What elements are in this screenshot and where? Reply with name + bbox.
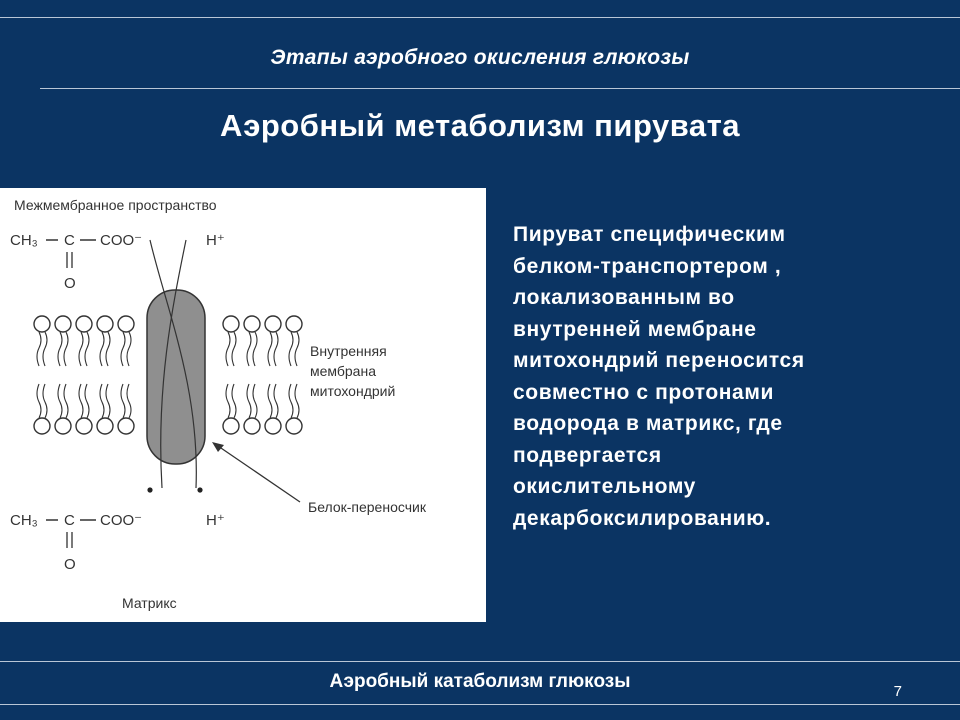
lipid-tail (232, 384, 236, 418)
description-line: митохондрий переносится (513, 349, 805, 372)
lipid-tail (121, 332, 125, 366)
slide-subtitle: Этапы аэробного окисления глюкозы (270, 46, 690, 69)
lipid-tail (127, 384, 131, 418)
pyruvate-formula-bottom (10, 512, 225, 573)
lipid-tail (79, 332, 83, 366)
lipid-head (97, 316, 113, 332)
lipid-tail (232, 332, 236, 366)
lipid-tail (247, 384, 251, 418)
description-line: белком-транспортером , (513, 254, 782, 278)
carbon-bottom: C (64, 512, 75, 529)
membrane-transport-figure (0, 188, 486, 622)
carboxylate-bottom: COO⁻ (100, 512, 143, 529)
inner-membrane-label-line-3: митохондрий (310, 383, 396, 399)
lipid-tail (247, 332, 251, 366)
inner-membrane-label-line-1: Внутренняя (310, 343, 387, 359)
carrier-protein-label: Белок-переносчик (308, 499, 426, 515)
lipid-tail (268, 384, 272, 418)
lipid-tail (100, 384, 104, 418)
lipid-head (97, 418, 113, 434)
lipid-head (244, 316, 260, 332)
lipid-tail (295, 332, 299, 366)
lipid-tail (37, 384, 41, 418)
carboxylate-top: COO⁻ (100, 232, 143, 249)
bottom-divider (0, 704, 960, 705)
pyruvate-formula-top (10, 232, 225, 292)
lipid-tail (106, 384, 110, 418)
carrier-pointer-arrow (218, 446, 300, 502)
lipid-head (286, 316, 302, 332)
membrane-diagram (0, 188, 486, 622)
lipid-head (265, 418, 281, 434)
lipid-tail (274, 332, 278, 366)
lipid-tail (64, 384, 68, 418)
subtitle-divider (40, 88, 960, 89)
carrier-protein (147, 240, 205, 493)
description-line: локализованным во (513, 286, 735, 309)
lipid-head (76, 418, 92, 434)
lipid-tail (43, 384, 47, 418)
lipid-tail (64, 332, 68, 366)
oxygen-bottom: O (64, 556, 76, 573)
lipid-tail (85, 332, 89, 366)
lipid-tail (37, 332, 41, 366)
footer-divider (0, 661, 960, 662)
lipid-tail (268, 332, 272, 366)
top-divider (0, 17, 960, 18)
description-text (513, 219, 933, 534)
lipid-head (55, 418, 71, 434)
lipid-tail (289, 332, 293, 366)
lipid-head (286, 418, 302, 434)
oxygen-top: O (64, 275, 76, 292)
lipid-tail (79, 384, 83, 418)
lipid-tail (58, 384, 62, 418)
lipid-tail (121, 384, 125, 418)
lipid-tail (100, 332, 104, 366)
lipid-head (223, 418, 239, 434)
lipid-tail (289, 384, 293, 418)
lipid-head (265, 316, 281, 332)
description-line: Пируват специфическим (513, 223, 786, 246)
lipid-head (76, 316, 92, 332)
lipid-tail (253, 332, 257, 366)
description-line: совместно с протонами (513, 380, 774, 404)
ch3-group-top: CH₃ (10, 232, 38, 249)
lipid-head (34, 418, 50, 434)
intermembrane-space-label: Межмембранное пространство (14, 197, 217, 213)
description-line: водорода в матрикс, где (513, 412, 783, 435)
lipid-tail (274, 384, 278, 418)
lipid-tail (43, 332, 47, 366)
lipid-tail (226, 384, 230, 418)
lipid-head (118, 418, 134, 434)
proton-top: H⁺ (206, 232, 225, 249)
inner-membrane-label-line-2: мембрана (310, 363, 376, 379)
ch3-group-bottom: CH₃ (10, 512, 38, 529)
slide-footer: Аэробный катаболизм глюкозы (329, 671, 631, 692)
lipid-head (244, 418, 260, 434)
description-line: декарбоксилированию. (513, 506, 772, 530)
lipid-head (223, 316, 239, 332)
slide-title: Аэробный метаболизм пирувата (219, 108, 741, 143)
description-line: окислительному (513, 475, 696, 498)
lipid-tail (58, 332, 62, 366)
lipid-head (34, 316, 50, 332)
matrix-label: Матрикс (122, 595, 177, 611)
carbon-top: C (64, 232, 75, 249)
lipid-head (55, 316, 71, 332)
lipid-tail (127, 332, 131, 366)
description-line: внутренней мембране (513, 317, 757, 341)
proton-bottom: H⁺ (206, 512, 225, 529)
lipid-tail (106, 332, 110, 366)
description-line: подвергается (513, 443, 662, 467)
lipid-tail (253, 384, 257, 418)
lipid-head (118, 316, 134, 332)
lipid-tail (85, 384, 89, 418)
lipid-tail (295, 384, 299, 418)
page-number: 7 (893, 683, 902, 700)
lipid-tail (226, 332, 230, 366)
inner-membrane-label (310, 343, 395, 399)
